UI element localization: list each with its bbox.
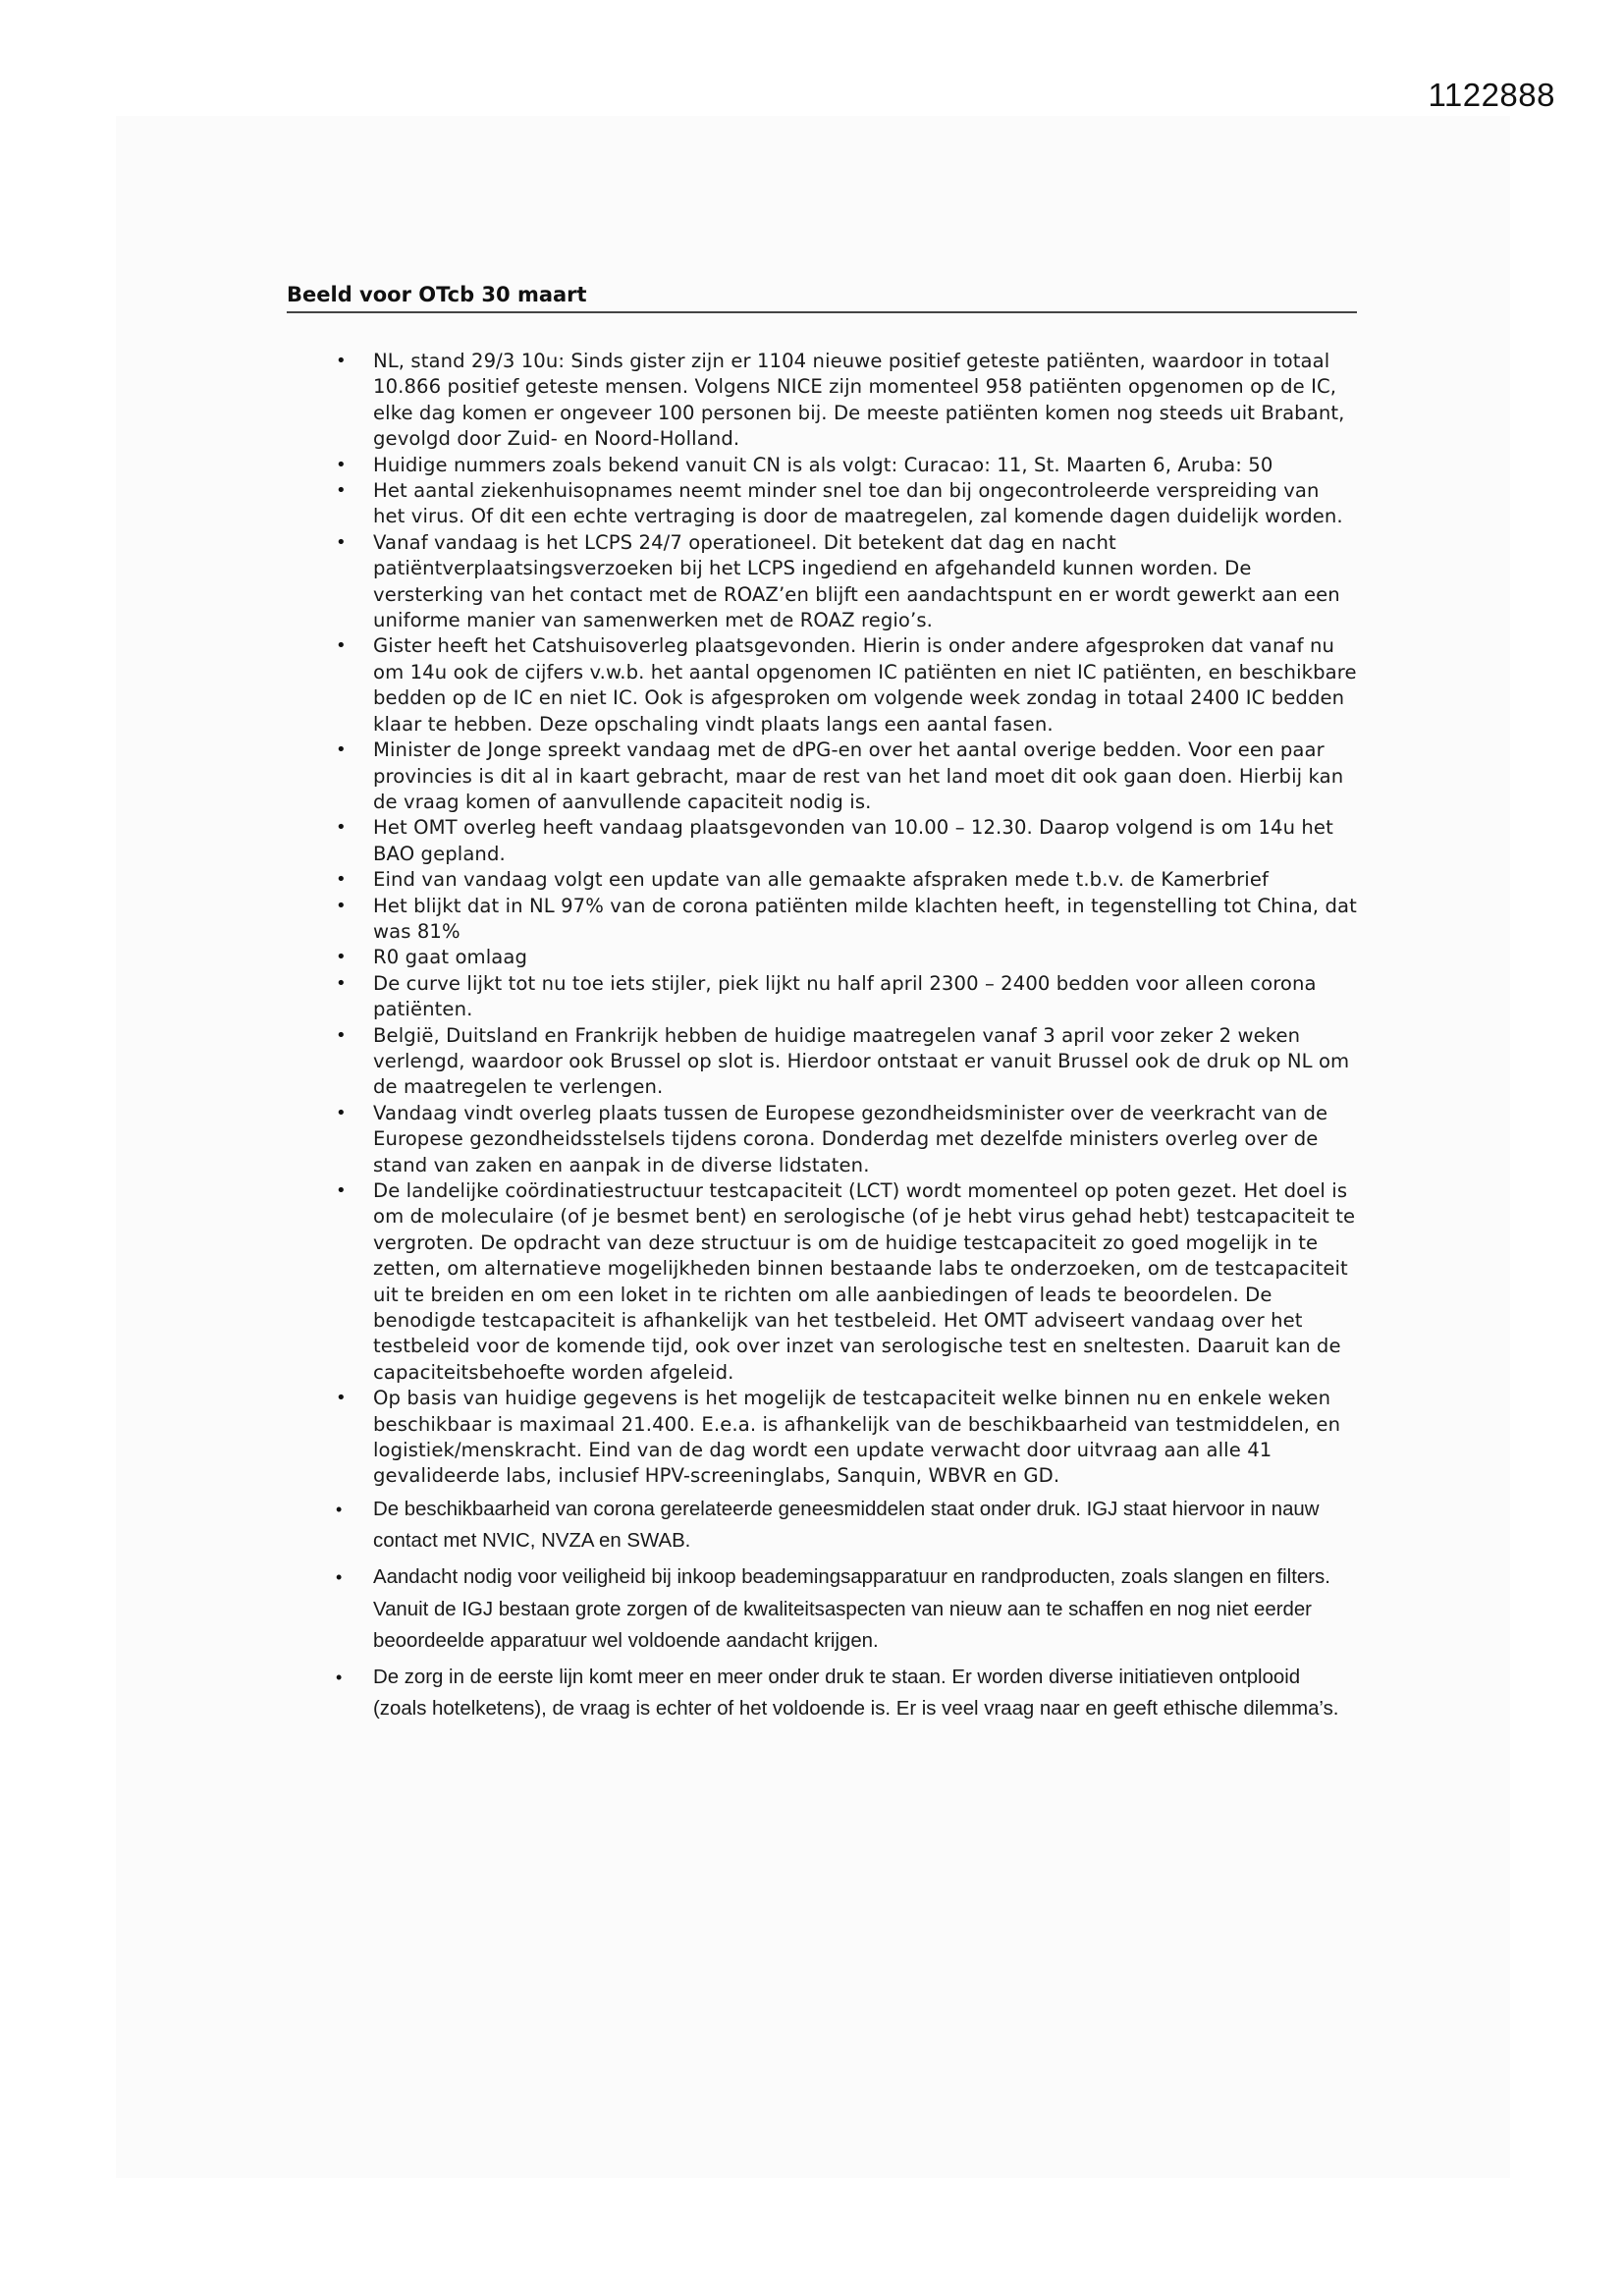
bullet-icon: • bbox=[336, 1499, 343, 1519]
bullet-icon: • bbox=[336, 739, 347, 761]
list-item-text: België, Duitsland en Frankrijk hebben de huidige maatregelen vanaf 3 april voor zeker 2 weken verlengd, waardoor ook Brussel op slot is. Hierdoor ontstaat er vanuit Brussel ook de druk op NL om de maatregelen te verlengen. bbox=[373, 1023, 1350, 1099]
bullet-icon: • bbox=[336, 351, 347, 371]
bullet-icon: • bbox=[336, 1667, 343, 1687]
list-item-text: R0 gaat omlaag bbox=[373, 946, 528, 969]
bullet-icon: • bbox=[336, 635, 347, 657]
bullet-icon: • bbox=[336, 869, 347, 891]
list-item-text: De beschikbaarheid van corona gerelateerde geneesmiddelen staat onder druk. IGJ staat hiervoor in nauw contact met NVIC, NVZA en SWAB. bbox=[373, 1498, 1320, 1553]
list-item-text: Aandacht nodig voor veiligheid bij inkoop beademingsapparatuur en randproducten, zoals slangen en filters. Vanuit de IGJ bestaan grote zorgen of de kwaliteitsaspecten van nieuw aan te schaffen en nog niet eerder beoordeelde apparatuur wel voldoende aandacht krijgen. bbox=[373, 1566, 1330, 1653]
bullet-list bbox=[287, 349, 1357, 1725]
list-item bbox=[287, 1662, 1357, 1725]
list-item-text: Op basis van huidige gegevens is het mogelijk de testcapaciteit welke binnen nu en enkele weken beschikbaar is maximaal 21.400. E.e.a. is afhankelijk van de beschikbaarheid van testmiddelen, en logistiek/menskracht. Eind van de dag wordt een update verwacht door uitvraag aan alle 41 gevalideerde labs, inclusief HPV-screeninglabs, Sanquin, WBVR en GD. bbox=[373, 1387, 1341, 1488]
title-row bbox=[287, 283, 1357, 313]
bullet-icon: • bbox=[336, 1180, 347, 1201]
list-item bbox=[287, 453, 1357, 478]
list-item bbox=[287, 945, 1357, 970]
list-item bbox=[287, 633, 1357, 738]
bullet-icon: • bbox=[336, 1024, 347, 1046]
bullet-icon: • bbox=[336, 480, 347, 502]
list-item bbox=[287, 349, 1357, 453]
list-item-text: De zorg in de eerste lijn komt meer en meer onder druk te staan. Er worden diverse initiatieven ontplooid (zoals hotelketens), de vraag is echter of het voldoende is. Er is veel vraag naar en geeft ethische dilemma’s. bbox=[373, 1666, 1339, 1721]
document-number: 1122888 bbox=[1428, 77, 1555, 113]
list-item-text: Vandaag vindt overleg plaats tussen de Europese gezondheidsminister over de veerkracht van de Europese gezondheidsstelsels tijdens corona. Donderdag met dezelfde ministers overleg over de stand van zaken en aanpak in de diverse lidstaten. bbox=[373, 1101, 1328, 1176]
list-item-text: Minister de Jonge spreekt vandaag met de dPG-en over het aantal overige bedden. Voor een paar provincies is dit al in kaart gebracht, maar de rest van het land moet dit ook gaan doen. Hierbij kan de vraag komen of aanvullende capaciteit nodig is. bbox=[373, 738, 1344, 813]
list-item bbox=[287, 1494, 1357, 1558]
list-item-text: NL, stand 29/3 10u: Sinds gister zijn er 1104 nieuwe positief geteste patiënten, waardoor in totaal 10.866 positief geteste mensen. Volgens NICE zijn momenteel 958 patiënten opgenomen op de IC, elke dag komen er ongeveer 100 personen bij. De meeste patiënten komen nog steeds uit Brabant, gevolgd door Zuid- en Noord-Holland. bbox=[373, 350, 1345, 451]
list-item bbox=[287, 738, 1357, 815]
list-item bbox=[287, 894, 1357, 946]
list-item-text: Gister heeft het Catshuisoverleg plaatsgevonden. Hierin is onder andere afgesproken dat vanaf nu om 14u ook de cijfers v.w.b. het aantal opgenomen IC patiënten en niet IC patiënten, en beschikbare bedden op de IC en niet IC. Ook is afgesproken om volgende week zondag in totaal 2400 IC bedden klaar te hebben. Deze opschaling vindt plaats langs een aantal fasen. bbox=[373, 634, 1357, 736]
list-item bbox=[287, 530, 1357, 634]
list-item bbox=[287, 971, 1357, 1023]
bullet-icon: • bbox=[336, 1567, 343, 1588]
bullet-icon: • bbox=[336, 454, 347, 475]
list-item bbox=[287, 478, 1357, 530]
list-item bbox=[287, 1023, 1357, 1101]
list-item bbox=[287, 1386, 1357, 1490]
list-item-text: Het aantal ziekenhuisopnames neemt minder snel toe dan bij ongecontroleerde verspreiding van het virus. Of dit een echte vertraging is door de maatregelen, zal komende dagen duidelijk worden. bbox=[373, 479, 1343, 528]
bullet-icon: • bbox=[336, 531, 347, 553]
list-item-text: Eind van vandaag volgt een update van alle gemaakte afspraken mede t.b.v. de Kamerbrief bbox=[373, 868, 1269, 892]
list-item-text: De curve lijkt tot nu toe iets stijler, piek lijkt nu half april 2300 – 2400 bedden voor alleen corona patiënten. bbox=[373, 971, 1317, 1021]
bullet-icon: • bbox=[336, 947, 347, 968]
document-title: Beeld voor OTcb 30 maart bbox=[287, 283, 587, 306]
document-body bbox=[287, 283, 1357, 1725]
list-item bbox=[287, 1561, 1357, 1658]
list-item-text: Het blijkt dat in NL 97% van de corona patiënten milde klachten heeft, in tegenstelling tot China, dat was 81% bbox=[373, 894, 1357, 943]
bullet-icon: • bbox=[336, 1102, 347, 1123]
bullet-icon: • bbox=[336, 1388, 347, 1409]
bullet-icon: • bbox=[336, 817, 347, 839]
bullet-icon: • bbox=[336, 972, 347, 994]
list-item-text: Huidige nummers zoals bekend vanuit CN is als volgt: Curacao: 11, St. Maarten 6, Aruba: 50 bbox=[373, 453, 1273, 476]
list-item-text: Het OMT overleg heeft vandaag plaatsgevonden van 10.00 – 12.30. Daarop volgend is om 14u het BAO gepland. bbox=[373, 816, 1333, 865]
list-item-text: Vanaf vandaag is het LCPS 24/7 operationeel. Dit betekent dat dag en nacht patiëntverplaatsingsverzoeken bij het LCPS ingediend en afgehandeld kunnen worden. De versterking van het contact met de ROAZ’en blijft een aandachtspunt en er wordt gewerkt aan een uniforme manier van samenwerken met de ROAZ regio’s. bbox=[373, 530, 1340, 632]
bullet-icon: • bbox=[336, 895, 347, 916]
list-item bbox=[287, 1178, 1357, 1386]
list-item bbox=[287, 815, 1357, 867]
list-item bbox=[287, 867, 1357, 893]
list-item-text: De landelijke coördinatiestructuur testcapaciteit (LCT) wordt momenteel op poten gezet. Het doel is om de moleculaire (of je besmet bent) en serologische (of je hebt virus gehad hebt) testcapaciteit te vergroten. De opdracht van deze structuur is om de huidige testcapaciteit zo goed mogelijk in te zetten, om alternatieve mogelijkheden binnen bestaande labs te onderzoeken, om de testcapaciteit uit te breiden en om een loket in te richten om alle aanbiedingen of leads te beoordelen. De benodigde testcapaciteit is afhankelijk van het testbeleid. Het OMT adviseert vandaag over het testbeleid voor de komende tijd, ook over inzet van serologische test en sneltesten. Daaruit kan de capaciteitsbehoefte worden afgeleid. bbox=[373, 1179, 1356, 1384]
list-item bbox=[287, 1101, 1357, 1178]
